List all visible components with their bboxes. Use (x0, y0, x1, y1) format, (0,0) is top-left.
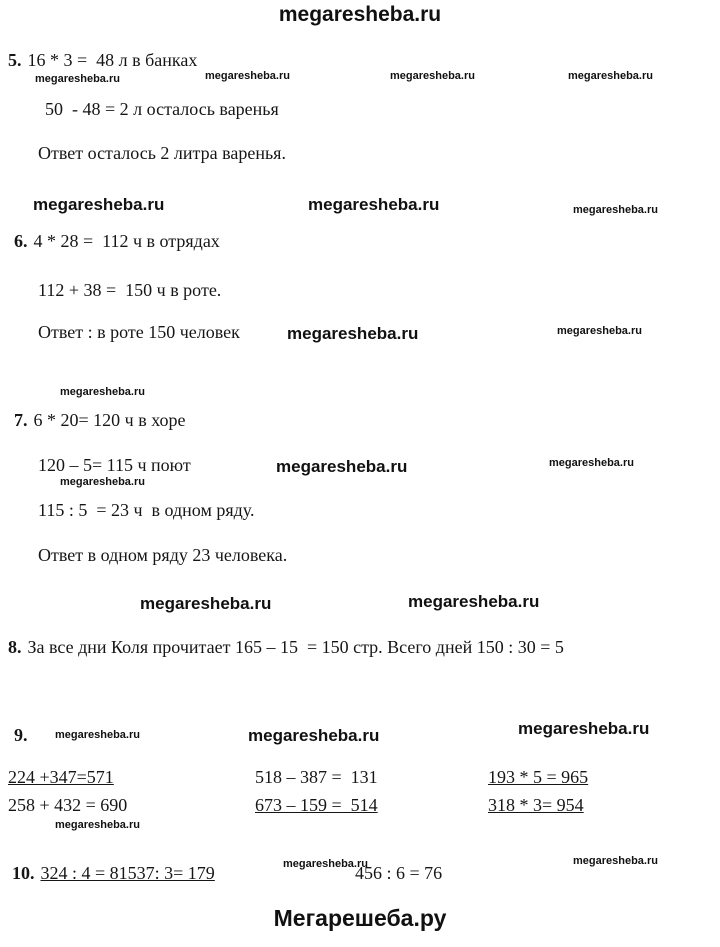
site-watermark: megaresheba.ru (55, 729, 140, 741)
problem-8-text-1: За все дни Коля прочитает 165 – 15 = 150 стр. Всего дней 150 : 30 = 5 (27, 637, 564, 657)
site-watermark: megaresheba.ru (55, 819, 140, 831)
problem-5-line-1 (8, 50, 197, 71)
problem-9-expression: 318 * 3= 954 (488, 795, 584, 815)
site-watermark: megaresheba.ru (60, 386, 145, 398)
problem-10-expression-2: 456 : 6 = 76 (355, 863, 443, 883)
site-watermark: megaresheba.ru (60, 476, 145, 488)
site-watermark: megaresheba.ru (35, 73, 120, 85)
problem-6-line-1 (14, 231, 220, 252)
problem-9-expression: 258 + 432 = 690 (8, 795, 128, 815)
problem-7-number: 7. (14, 410, 28, 430)
problem-7-text-1: 6 * 20= 120 ч в хоре (33, 410, 186, 430)
site-watermark: megaresheba.ru (140, 594, 272, 613)
problem-10-expression-1: 324 : 4 = 81537: 3= 179 (40, 863, 215, 883)
problem-8-number: 8. (8, 637, 22, 657)
site-watermark: megaresheba.ru (549, 457, 634, 469)
site-watermark: megaresheba.ru (573, 204, 658, 216)
problem-7-line-3: 115 : 5 = 23 ч в одном ряду. (38, 500, 255, 520)
site-watermark: megaresheba.ru (308, 195, 440, 214)
problem-8-line-1 (8, 637, 564, 658)
problem-6-number: 6. (14, 231, 28, 251)
site-watermark: megaresheba.ru (408, 592, 540, 611)
site-watermark: megaresheba.ru (283, 858, 368, 870)
site-watermark: megaresheba.ru (568, 70, 653, 82)
problem-6-text-1: 4 * 28 = 112 ч в отрядах (33, 231, 220, 251)
problem-5-line-2: 50 - 48 = 2 л осталось варенья (45, 99, 279, 119)
problem-10-line-1 (12, 863, 215, 884)
site-watermark: megaresheba.ru (518, 719, 650, 738)
site-watermark: megaresheba.ru (287, 324, 419, 343)
site-watermark: megaresheba.ru (276, 457, 408, 476)
problem-7-line-2: 120 – 5= 115 ч поют (38, 455, 191, 475)
site-watermark: megaresheba.ru (248, 726, 380, 745)
problem-9-expression: 673 – 159 = 514 (255, 795, 378, 815)
problem-7-line-1 (14, 410, 186, 431)
problem-7-answer: Ответ в одном ряду 23 человека. (38, 545, 288, 565)
page-footer-title: Мегарешеба.ру (273, 905, 447, 931)
site-watermark: megaresheba.ru (33, 195, 165, 214)
problem-9-number: 9. (14, 725, 28, 745)
problem-9-expression: 193 * 5 = 965 (488, 767, 589, 787)
problem-6-answer: Ответ : в роте 150 человек (38, 322, 240, 342)
problem-9-expression: 518 – 387 = 131 (255, 767, 378, 787)
site-watermark: megaresheba.ru (573, 855, 658, 867)
site-watermark: megaresheba.ru (557, 325, 642, 337)
site-watermark: megaresheba.ru (390, 70, 475, 82)
problem-5-number: 5. (8, 50, 22, 70)
problem-5-text-1: 16 * 3 = 48 л в банках (27, 50, 198, 70)
page-header-watermark: megaresheba.ru (278, 3, 442, 26)
problem-5-answer: Ответ осталось 2 литра варенья. (38, 143, 286, 163)
problem-10-number: 10. (12, 863, 35, 883)
site-watermark: megaresheba.ru (205, 70, 290, 82)
problem-9-expression: 224 +347=571 (8, 767, 114, 787)
problem-6-line-2: 112 + 38 = 150 ч в роте. (38, 280, 222, 300)
